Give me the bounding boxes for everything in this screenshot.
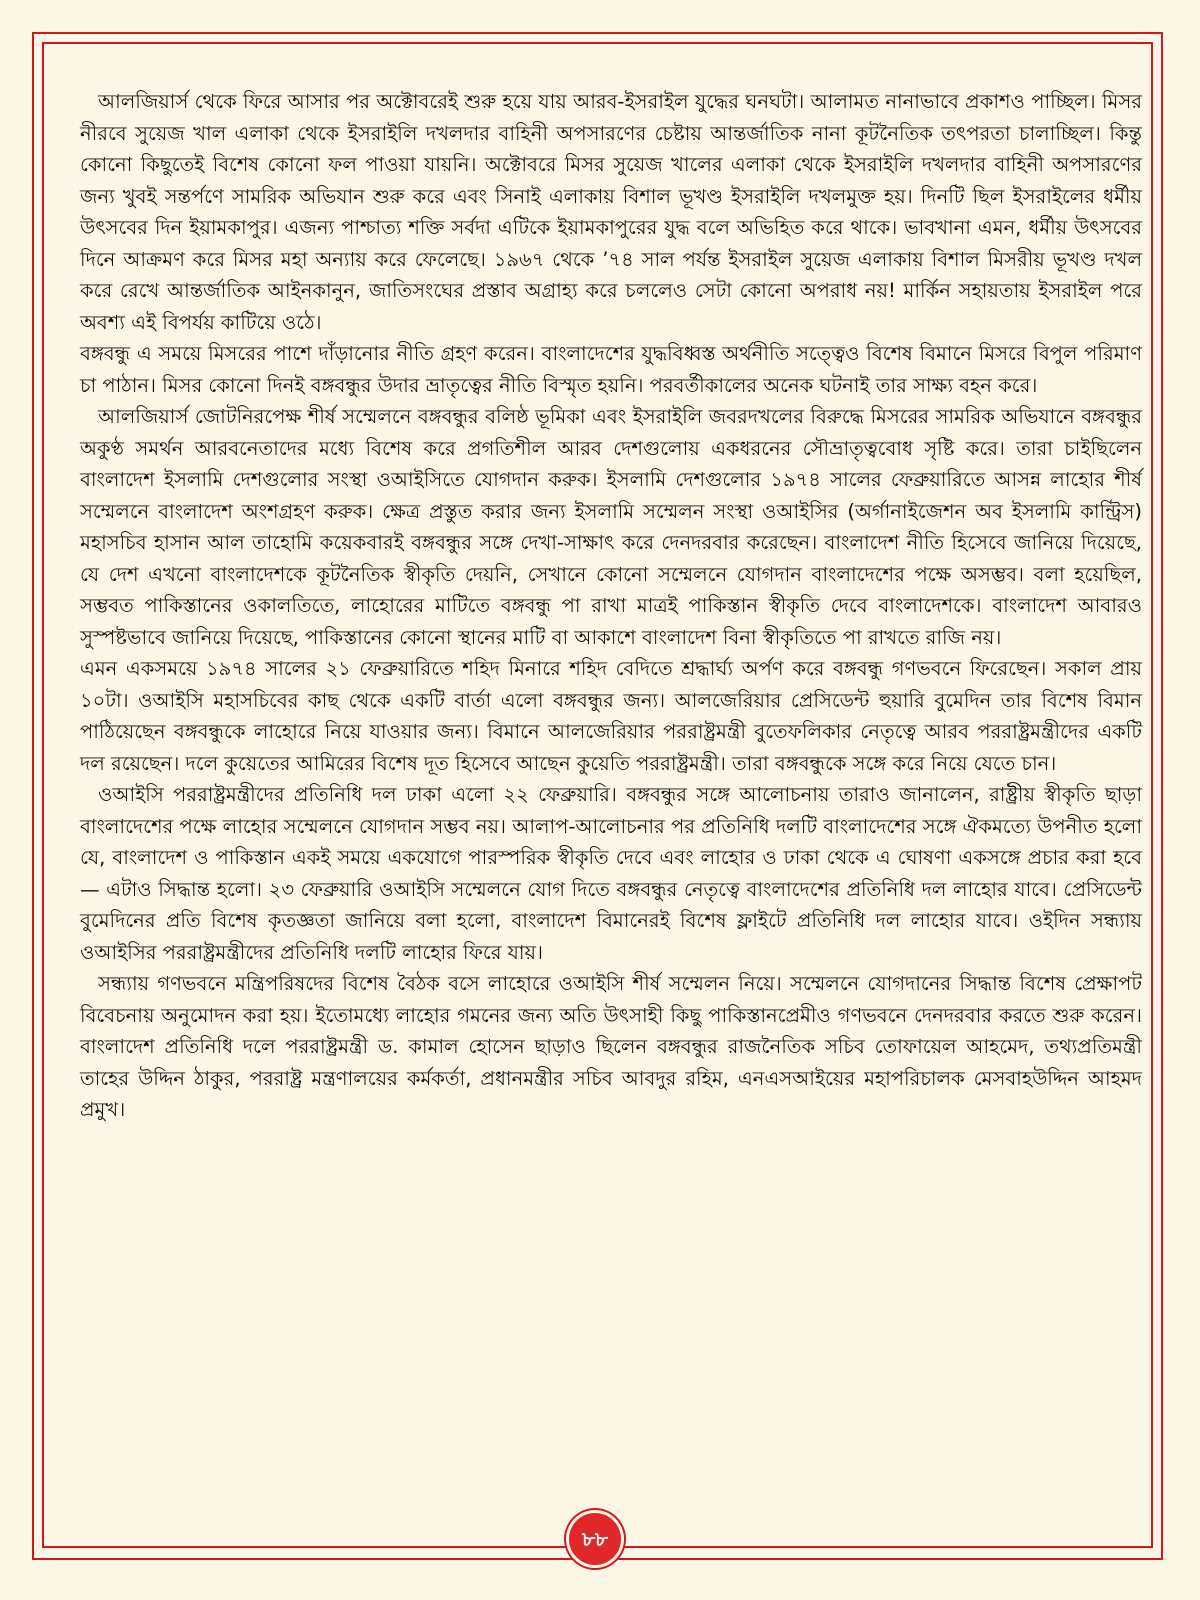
paragraph-2: বঙ্গবন্ধু এ সময়ে মিসরের পাশে দাঁড়ানোর নীতি গ্রহণ করেন। বাংলাদেশের যুদ্ধবিধ্বস্ত অর্থনীতি সত্ত্বেও বিশেষ বিমানে মিসরে বিপুল পরিমাণ চা পাঠান। মিসর কোনো দিনই বঙ্গবন্ধুর উদার ভ্রাতৃত্বের নীতি বিস্মৃত হয়নি। পরবর্তীকালের অনেক ঘটনাই তার সাক্ষ্য বহন করে। (80, 342, 1142, 397)
paragraph-4: এমন একসময়ে ১৯৭৪ সালের ২১ ফেব্রুয়ারিতে শহিদ মিনারে শহিদ বেদিতে শ্রদ্ধার্ঘ্য অর্পণ করে বঙ্গবন্ধু গণভবনে ফিরেছেন। সকাল প্রায় ১০টা। ওআইসি মহাসচিবের কাছ থেকে একটি বার্তা এলো বঙ্গবন্ধুর জন্য। আলজেরিয়ার প্রেসিডেন্ট হুয়ারি বুমেদিন তার বিশেষ বিমান পাঠিয়েছেন বঙ্গবন্ধুকে লাহোরে নিয়ে যাওয়ার জন্য। বিমানে আলজেরিয়ার পররাষ্ট্রমন্ত্রী বুতেফলিকার নেতৃত্বে আরব পররাষ্ট্রমন্ত্রীদের একটি দল রয়েছেন। দলে কুয়েতের আমিরের বিশেষ দূত হিসেবে আছেন কুয়েতি পররাষ্ট্রমন্ত্রী। তারা বঙ্গবন্ধুকে সঙ্গে করে নিয়ে যেতে চান। (80, 657, 1142, 775)
page-number-badge: ৮৮ (566, 1510, 624, 1568)
paragraph-6: সন্ধ্যায় গণভবনে মন্ত্রিপরিষদের বিশেষ বৈঠক বসে লাহোরে ওআইসি শীর্ষ সম্মেলন নিয়ে। সম্মেলনে যোগদানের সিদ্ধান্ত বিশেষ প্রেক্ষাপট বিবেচনায় অনুমোদন করা হয়। ইতোমধ্যে লাহোর গমনের জন্য অতি উৎসাহী কিছু পাকিস্তানপ্রেমীও গণভবনে দেনদরবার করতে শুরু করেন। বাংলাদেশ প্রতিনিধি দলে পররাষ্ট্রমন্ত্রী ড. কামাল হোসেন ছাড়াও ছিলেন বঙ্গবন্ধুর রাজনৈতিক সচিব তোফায়েল আহমেদ, তথ্যপ্রতিমন্ত্রী তাহের উদ্দিন ঠাকুর, পররাষ্ট্র মন্ত্রণালয়ের কর্মকর্তা, প্রধানমন্ত্রীর সচিব আবদুর রহিম, এনএসআইয়ের মহাপরিচালক মেসবাহউদ্দিন আহমদ প্রমুখ। (80, 972, 1142, 1121)
article-body (80, 86, 1142, 1126)
paragraph-5: ওআইসি পররাষ্ট্রমন্ত্রীদের প্রতিনিধি দল ঢাকা এলো ২২ ফেব্রুয়ারি। বঙ্গবন্ধুর সঙ্গে আলোচনায় তারাও জানালেন, রাষ্ট্রীয় স্বীকৃতি ছাড়া বাংলাদেশের পক্ষে লাহোর সম্মেলনে যোগদান সম্ভব নয়। আলাপ-আলোচনার পর প্রতিনিধি দলটি বাংলাদেশের সঙ্গে ঐকমত্যে উপনীত হলো যে, বাংলাদেশ ও পাকিস্তান একই সময়ে একযোগে পারস্পরিক স্বীকৃতি দেবে এবং লাহোর ও ঢাকা থেকে এ ঘোষণা একসঙ্গে প্রচার করা হবে— এটাও সিদ্ধান্ত হলো। ২৩ ফেব্রুয়ারি ওআইসি সম্মেলনে যোগ দিতে বঙ্গবন্ধুর নেতৃত্বে বাংলাদেশের প্রতিনিধি দল লাহোর যাবে। প্রেসিডেন্ট বুমেদিনের প্রতি বিশেষ কৃতজ্ঞতা জানিয়ে বলা হলো, বাংলাদেশ বিমানেরই বিশেষ ফ্লাইটে প্রতিনিধি দল লাহোর যাবে। ওইদিন সন্ধ্যায় ওআইসির পররাষ্ট্রমন্ত্রীদের প্রতিনিধি দলটি লাহোর ফিরে যায়। (80, 783, 1142, 964)
paragraph-1: আলজিয়ার্স থেকে ফিরে আসার পর অক্টোবরেই শুরু হয়ে যায় আরব-ইসরাইল যুদ্ধের ঘনঘটা। আলামত নানাভাবে প্রকাশও পাচ্ছিল। মিসর নীরবে সুয়েজ খাল এলাকা থেকে ইসরাইলি দখলদার বাহিনী অপসারণের চেষ্টায় আন্তর্জাতিক নানা কূটনৈতিক তৎপরতা চালাচ্ছিল। কিন্তু কোনো কিছুতেই বিশেষ কোনো ফল পাওয়া যায়নি। অক্টোবরে মিসর সুয়েজ খালের এলাকা থেকে ইসরাইলি দখলদার বাহিনী অপসারণের জন্য খুবই সন্তর্পণে সামরিক অভিযান শুরু করে এবং সিনাই এলাকায় বিশাল ভূখণ্ড ইসরাইলি দখলমুক্ত হয়। দিনটি ছিল ইসরাইলের ধর্মীয় উৎসবের দিন ইয়ামকাপুর। এজন্য পাশ্চাত্য শক্তি সর্বদা এটিকে ইয়ামকাপুরের যুদ্ধ বলে অভিহিত করে থাকে। ভাবখানা এমন, ধর্মীয় উৎসবের দিনে আক্রমণ করে মিসর মহা অন্যায় করে ফেলেছে। ১৯৬৭ থেকে ’৭৪ সাল পর্যন্ত ইসরাইল সুয়েজ এলাকায় বিশাল মিসরীয় ভূখণ্ড দখল করে রেখে আন্তর্জাতিক আইনকানুন, জাতিসংঘের প্রস্তাব অগ্রাহ্য করে চললেও সেটা কোনো অপরাধ নয়! মার্কিন সহায়তায় ইসরাইল পরে অবশ্য এই বিপর্যয় কাটিয়ে ওঠে। (80, 90, 1142, 334)
paragraph-3: আলজিয়ার্স জোটনিরপেক্ষ শীর্ষ সম্মেলনে বঙ্গবন্ধুর বলিষ্ঠ ভূমিকা এবং ইসরাইলি জবরদখলের বিরুদ্ধে মিসরের সামরিক অভিযানে বঙ্গবন্ধুর অকুণ্ঠ সমর্থন আরবনেতাদের মধ্যে বিশেষ করে প্রগতিশীল আরব দেশগুলোয় একধরনের সৌভ্রাতৃত্ববোধ সৃষ্টি করে। তারা চাইছিলেন বাংলাদেশ ইসলামি দেশগুলোর সংস্থা ওআইসিতে যোগদান করুক। ইসলামি দেশগুলোর ১৯৭৪ সালের ফেব্রুয়ারিতে আসন্ন লাহোর শীর্ষ সম্মেলনে বাংলাদেশ অংশগ্রহণ করুক। ক্ষেত্র প্রস্তুত করার জন্য ইসলামি সম্মেলন সংস্থা ওআইসির (অর্গানাইজেশন অব ইসলামি কান্ট্রিস) মহাসচিব হাসান আল তাহোমি কয়েকবারই বঙ্গবন্ধুর সঙ্গে দেখা-সাক্ষাৎ করে দেনদরবার করেছেন। বাংলাদেশ নীতি হিসেবে জানিয়ে দিয়েছে, যে দেশ এখনো বাংলাদেশকে কূটনৈতিক স্বীকৃতি দেয়নি, সেখানে কোনো সম্মেলনে যোগদান বাংলাদেশের পক্ষে অসম্ভব। বলা হয়েছিল, সম্ভবত পাকিস্তানের ওকালতিতে, লাহোরের মাটিতে বঙ্গবন্ধু পা রাখা মাত্রই পাকিস্তান স্বীকৃতি দেবে বাংলাদেশকে। বাংলাদেশ আবারও সুস্পষ্টভাবে জানিয়ে দিয়েছে, পাকিস্তানের কোনো স্থানের মাটি বা আকাশে বাংলাদেশ বিনা স্বীকৃতিতে পা রাখতে রাজি নয়। (80, 405, 1142, 649)
